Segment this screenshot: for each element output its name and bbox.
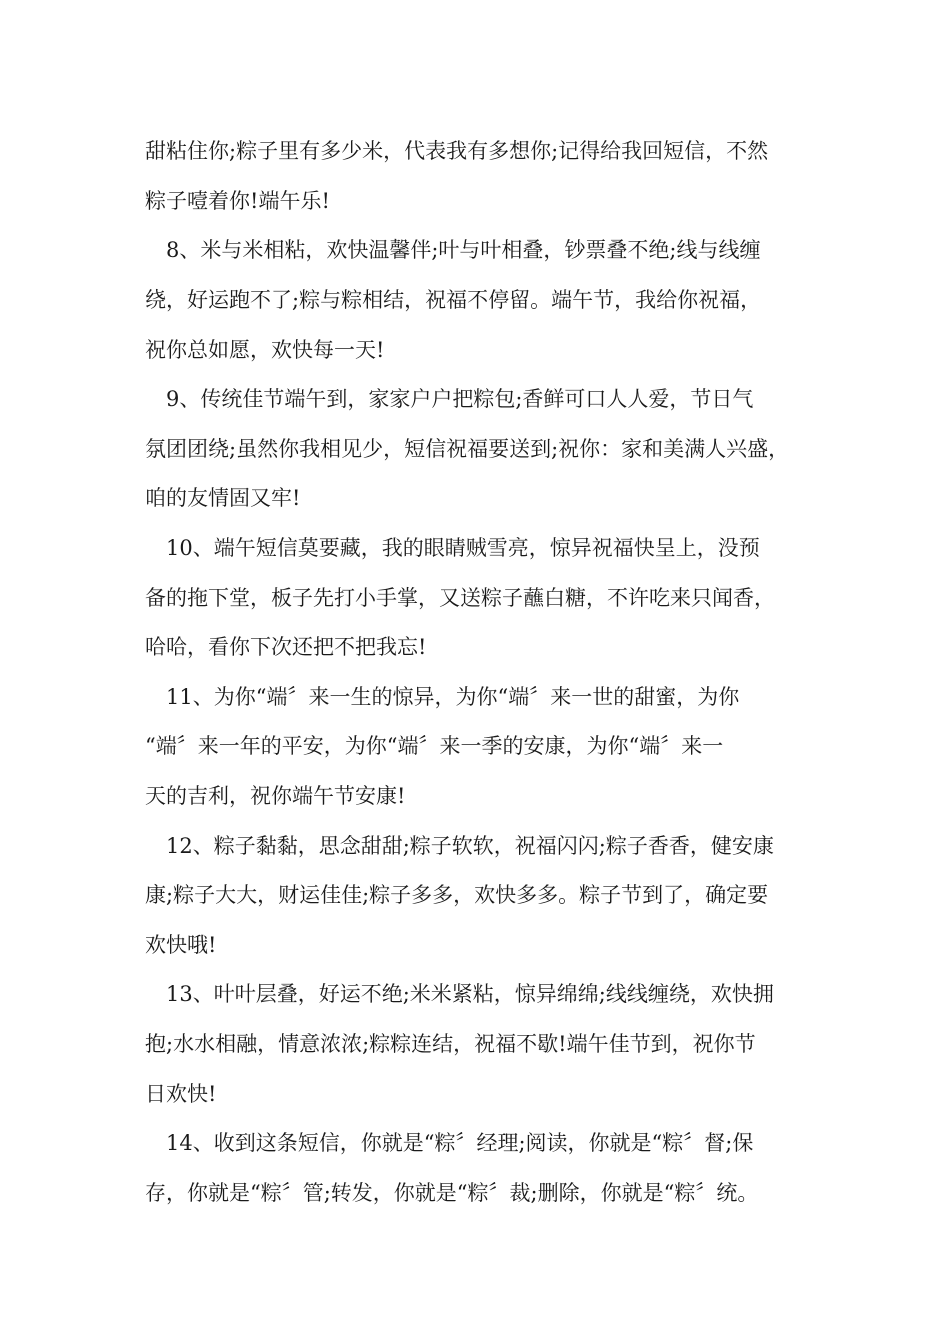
text-line: 欢快哦!: [145, 933, 217, 957]
text-line: 备的拖下堂，板子先打小手掌，又送粽子蘸白糖，不许吃来只闻香，: [145, 586, 775, 610]
text-line: 日欢快!: [145, 1082, 217, 1106]
text-line: 13、叶叶层叠，好运不绝;米米紧粘，惊异绵绵;线线缠绕，欢快拥: [166, 982, 774, 1006]
text-line: 天的吉利，祝你端午节安康!: [145, 784, 406, 808]
text-line: “端〞来一年的平安，为你“端〞来一季的安康，为你“端〞来一: [145, 734, 724, 758]
text-line: 祝你总如愿，欢快每一天!: [145, 338, 385, 362]
text-line: 抱;水水相融，情意浓浓;粽粽连结，祝福不歇!端午佳节到，祝你节: [145, 1032, 756, 1056]
text-line: 康;粽子大大，财运佳佳;粽子多多，欢快多多。粽子节到了，确定要: [145, 883, 769, 907]
text-line: 11、为你“端〞来一生的惊异，为你“端〞来一世的甜蜜，为你: [166, 685, 740, 709]
text-line: 绕，好运跑不了;粽与粽相结，祝福不停留。端午节，我给你祝福，: [145, 288, 762, 312]
text-line: 存，你就是“粽〞管;转发，你就是“粽〞裁;删除，你就是“粽〞统。: [145, 1181, 759, 1205]
text-line: 甜粘住你;粽子里有多少米，代表我有多想你;记得给我回短信，不然: [145, 139, 769, 163]
text-line: 14、收到这条短信，你就是“粽〞经理;阅读，你就是“粽〞督;保: [166, 1131, 754, 1155]
text-line: 9、传统佳节端午到，家家户户把粽包;香鲜可口人人爱，节日气: [166, 387, 754, 411]
text-line: 12、粽子黏黏，思念甜甜;粽子软软，祝福闪闪;粽子香香，健安康: [166, 834, 774, 858]
text-line: 咱的友情固又牢!: [145, 486, 301, 510]
text-line: 粽子噎着你!端午乐!: [145, 189, 330, 213]
text-line: 10、端午短信莫要藏，我的眼睛贼雪亮，惊异祝福快呈上，没预: [166, 536, 760, 560]
text-line: 氛团团绕;虽然你我相见少，短信祝福要送到;祝你：家和美满人兴盛，: [145, 437, 790, 461]
text-line: 哈哈，看你下次还把不把我忘!: [145, 635, 427, 659]
text-line: 8、米与米相粘，欢快温馨伴;叶与叶相叠，钞票叠不绝;线与线缠: [166, 238, 761, 262]
